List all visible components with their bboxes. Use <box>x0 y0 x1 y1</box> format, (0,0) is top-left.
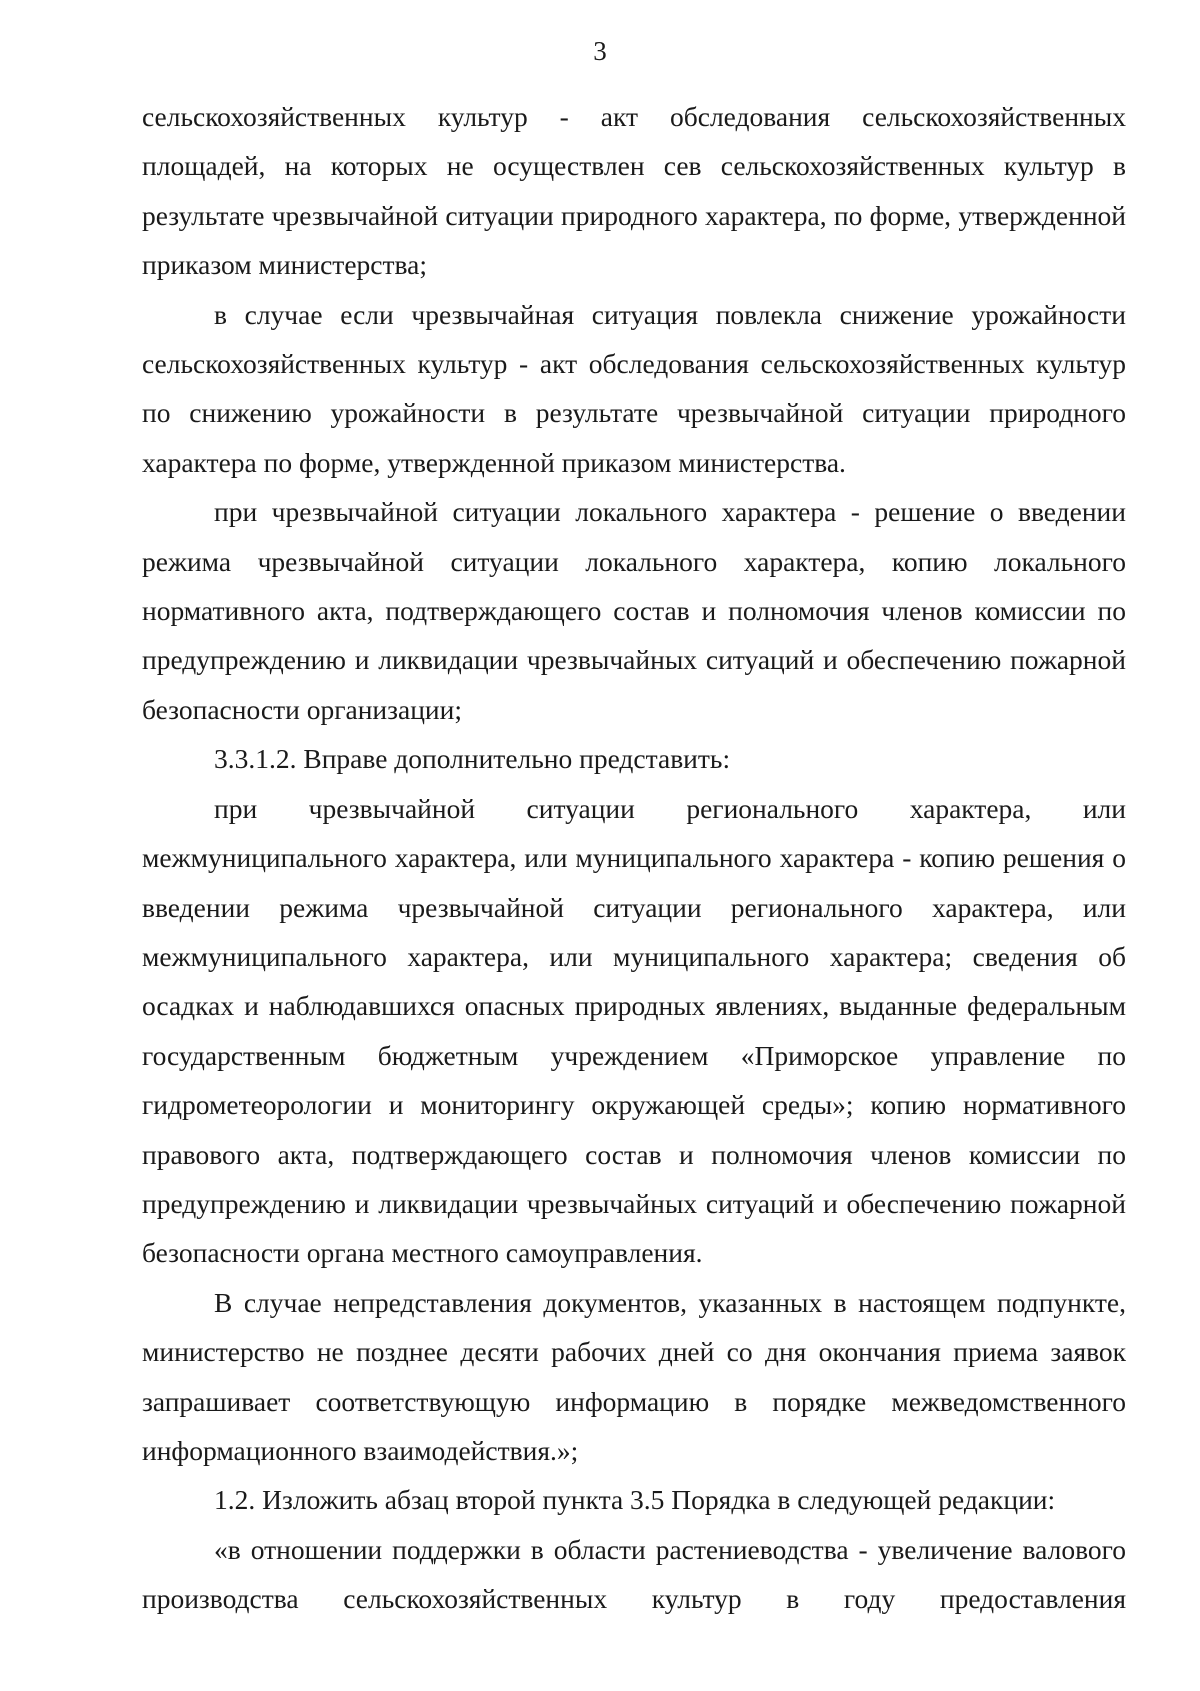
paragraph-regional-emergency: при чрезвычайной ситуации регионального характера, или межмуниципального характера, или муниципального характера - копию решения о введении режима чрезвычайной ситуации регионального характера, или межмуниципального характера, или муниципального характера; сведения об осадках и наблюдавшихся опасных природных явлениях, выданные федеральным государственным бюджетным учреждением «Приморское управление по гидрометеорологии и мониторингу окружающей среды»; копию нормативного правового акта, подтверждающего состав и полномочия членов комиссии по предупреждению и ликвидации чрезвычайных ситуаций и обеспечению пожарной безопасности органа местного самоуправления. <box>142 792 1126 1269</box>
page-number: 3 <box>593 36 607 66</box>
paragraph-local-emergency: при чрезвычайной ситуации локального характера - решение о введении режима чрезвычайной ситуации локального характера, копию локального нормативного акта, подтверждающего состав и полномочия членов комиссии по предупреждению и ликвидации чрезвычайных ситуаций и обеспечению пожарной безопасности организации; <box>142 496 1126 725</box>
document-body <box>142 92 1126 1624</box>
paragraph-crop-area-survey: сельскохозяйственных культур - акт обследования сельскохозяйственных площадей, на которых не осуществлен сев сельскохозяйственных культур в результате чрезвычайной ситуации природного характера, по форме, утвержденной приказом министерства; <box>142 101 1126 281</box>
paragraph-crop-production-support: «в отношении поддержки в области растениеводства - увеличение валового производства сельскохозяйственных культур в году предоставления <box>142 1533 1126 1615</box>
paragraph-yield-reduction: в случае если чрезвычайная ситуация повлекла снижение урожайности сельскохозяйственных культур - акт обследования сельскохозяйственных культур по снижению урожайности в результате чрезвычайной ситуации природного характера по форме, утвержденной приказом министерства. <box>142 298 1126 478</box>
paragraph-non-submission: В случае непредставления документов, указанных в настоящем подпункте, министерство не позднее десяти рабочих дней со дня окончания приема заявок запрашивает соответствующую информацию в порядке межведомственного информационного взаимодействия.»; <box>142 1286 1126 1466</box>
paragraph-amendment-1-2: 1.2. Изложить абзац второй пункта 3.5 Порядка в следующей редакции: <box>214 1484 1056 1516</box>
paragraph-subclause-3-3-1-2: 3.3.1.2. Вправе дополнительно представить: <box>214 743 731 775</box>
